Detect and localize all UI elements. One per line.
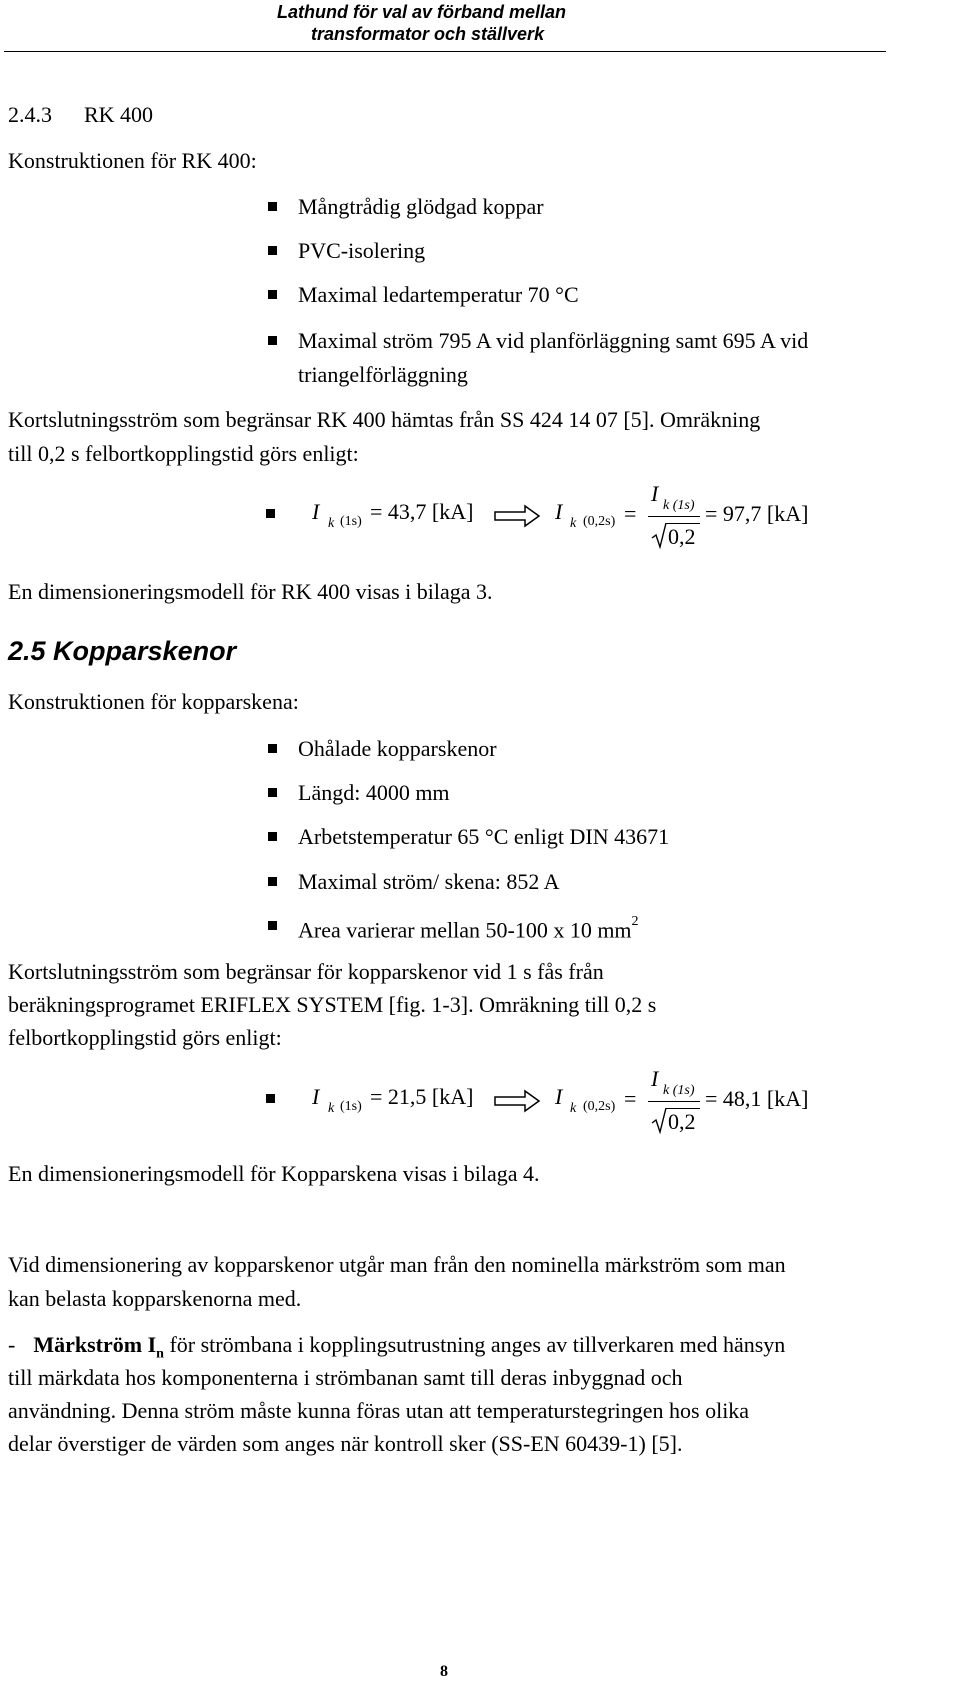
paragraph-line: Kortslutningsström som begränsar RK 400 hämtas från SS 424 14 07 [5]. Omräkning [8, 407, 761, 432]
superscript: 2 [631, 914, 639, 929]
paragraph-line: Vid dimensionering av kopparskenor utgår man från den nominella märkström som man [8, 1252, 786, 1277]
bullet-icon [268, 877, 277, 886]
list-item: Maximal ström 795 A vid planförläggning samt 695 A vid [298, 328, 809, 353]
list-item: PVC-isolering [298, 238, 426, 263]
paragraph-line: felbortkopplingstid görs enligt: [8, 1025, 282, 1050]
implies-arrow-icon [493, 504, 541, 528]
section-intro: Konstruktionen för kopparskena: [8, 689, 299, 714]
header-title-line2: transformator och ställverk [311, 24, 545, 44]
list-item: Maximal ström/ skena: 852 A [298, 869, 560, 894]
bullet-icon [268, 788, 277, 797]
paragraph-line: En dimensioneringsmodell för RK 400 visas i bilaga 3. [8, 579, 493, 604]
header-title-line1: Lathund för val av förband mellan [277, 2, 567, 22]
paragraph-line: Kortslutningsström som begränsar för kopparskenor vid 1 s fås från [8, 959, 604, 984]
markstrom-line: - Märkström $I_n$ för strömbana i kopplingsutrustning anges av tillverkaren med hänsyn [8, 1332, 786, 1362]
section-heading: 2.5 Kopparskenor [8, 636, 237, 666]
header-divider [4, 51, 886, 52]
page-number: 8 [440, 1663, 448, 1680]
section-number: 2.4.3 [8, 102, 52, 127]
list-item: Maximal ledartemperatur 70 °C [298, 282, 579, 307]
paragraph-line: till 0,2 s felbortkopplingstid görs enligt: [8, 441, 359, 466]
paragraph-line: till märkdata hos komponenterna i strömbanan samt till deras inbyggnad och [8, 1365, 683, 1390]
list-item-continuation: triangelförläggning [298, 362, 468, 387]
paragraph-line: användning. Denna ström måste kunna föras utan att temperaturstegringen hos olika [8, 1398, 750, 1423]
paragraph-line: kan belasta kopparskenorna med. [8, 1286, 302, 1311]
bullet-icon [268, 336, 277, 345]
bullet-icon [266, 509, 275, 518]
bullet-icon [268, 832, 277, 841]
bullet-icon [268, 921, 277, 930]
term-markstrom: Märkström I [33, 1332, 157, 1357]
list-item: Mångtrådig glödgad koppar [298, 194, 544, 219]
sqrt-icon [651, 1106, 667, 1134]
bullet-icon [268, 290, 277, 299]
bullet-icon [266, 1094, 275, 1103]
bullet-icon [268, 246, 277, 255]
list-item: Arbetstemperatur 65 °C enligt DIN 43671 [298, 824, 670, 849]
list-item: Längd: 4000 mm [298, 780, 450, 805]
paragraph-line: delar överstiger de värden som anges när kontroll sker (SS-EN 60439-1) [5]. [8, 1431, 683, 1456]
list-item: Area varierar mellan 50-100 x 10 $mm^2$ [298, 914, 639, 943]
bullet-icon [268, 202, 277, 211]
sqrt-icon [651, 521, 667, 549]
implies-arrow-icon [493, 1089, 541, 1113]
bullet-icon [268, 744, 277, 753]
section-intro: Konstruktionen för RK 400: [8, 148, 257, 173]
paragraph-line: beräkningsprogramet ERIFLEX SYSTEM [fig. 1-3]. Omräkning till 0,2 s [8, 992, 657, 1017]
section-title: RK 400 [84, 102, 154, 127]
paragraph-line: En dimensioneringsmodell för Kopparskena visas i bilaga 4. [8, 1161, 540, 1186]
list-item: Ohålade kopparskenor [298, 736, 497, 761]
